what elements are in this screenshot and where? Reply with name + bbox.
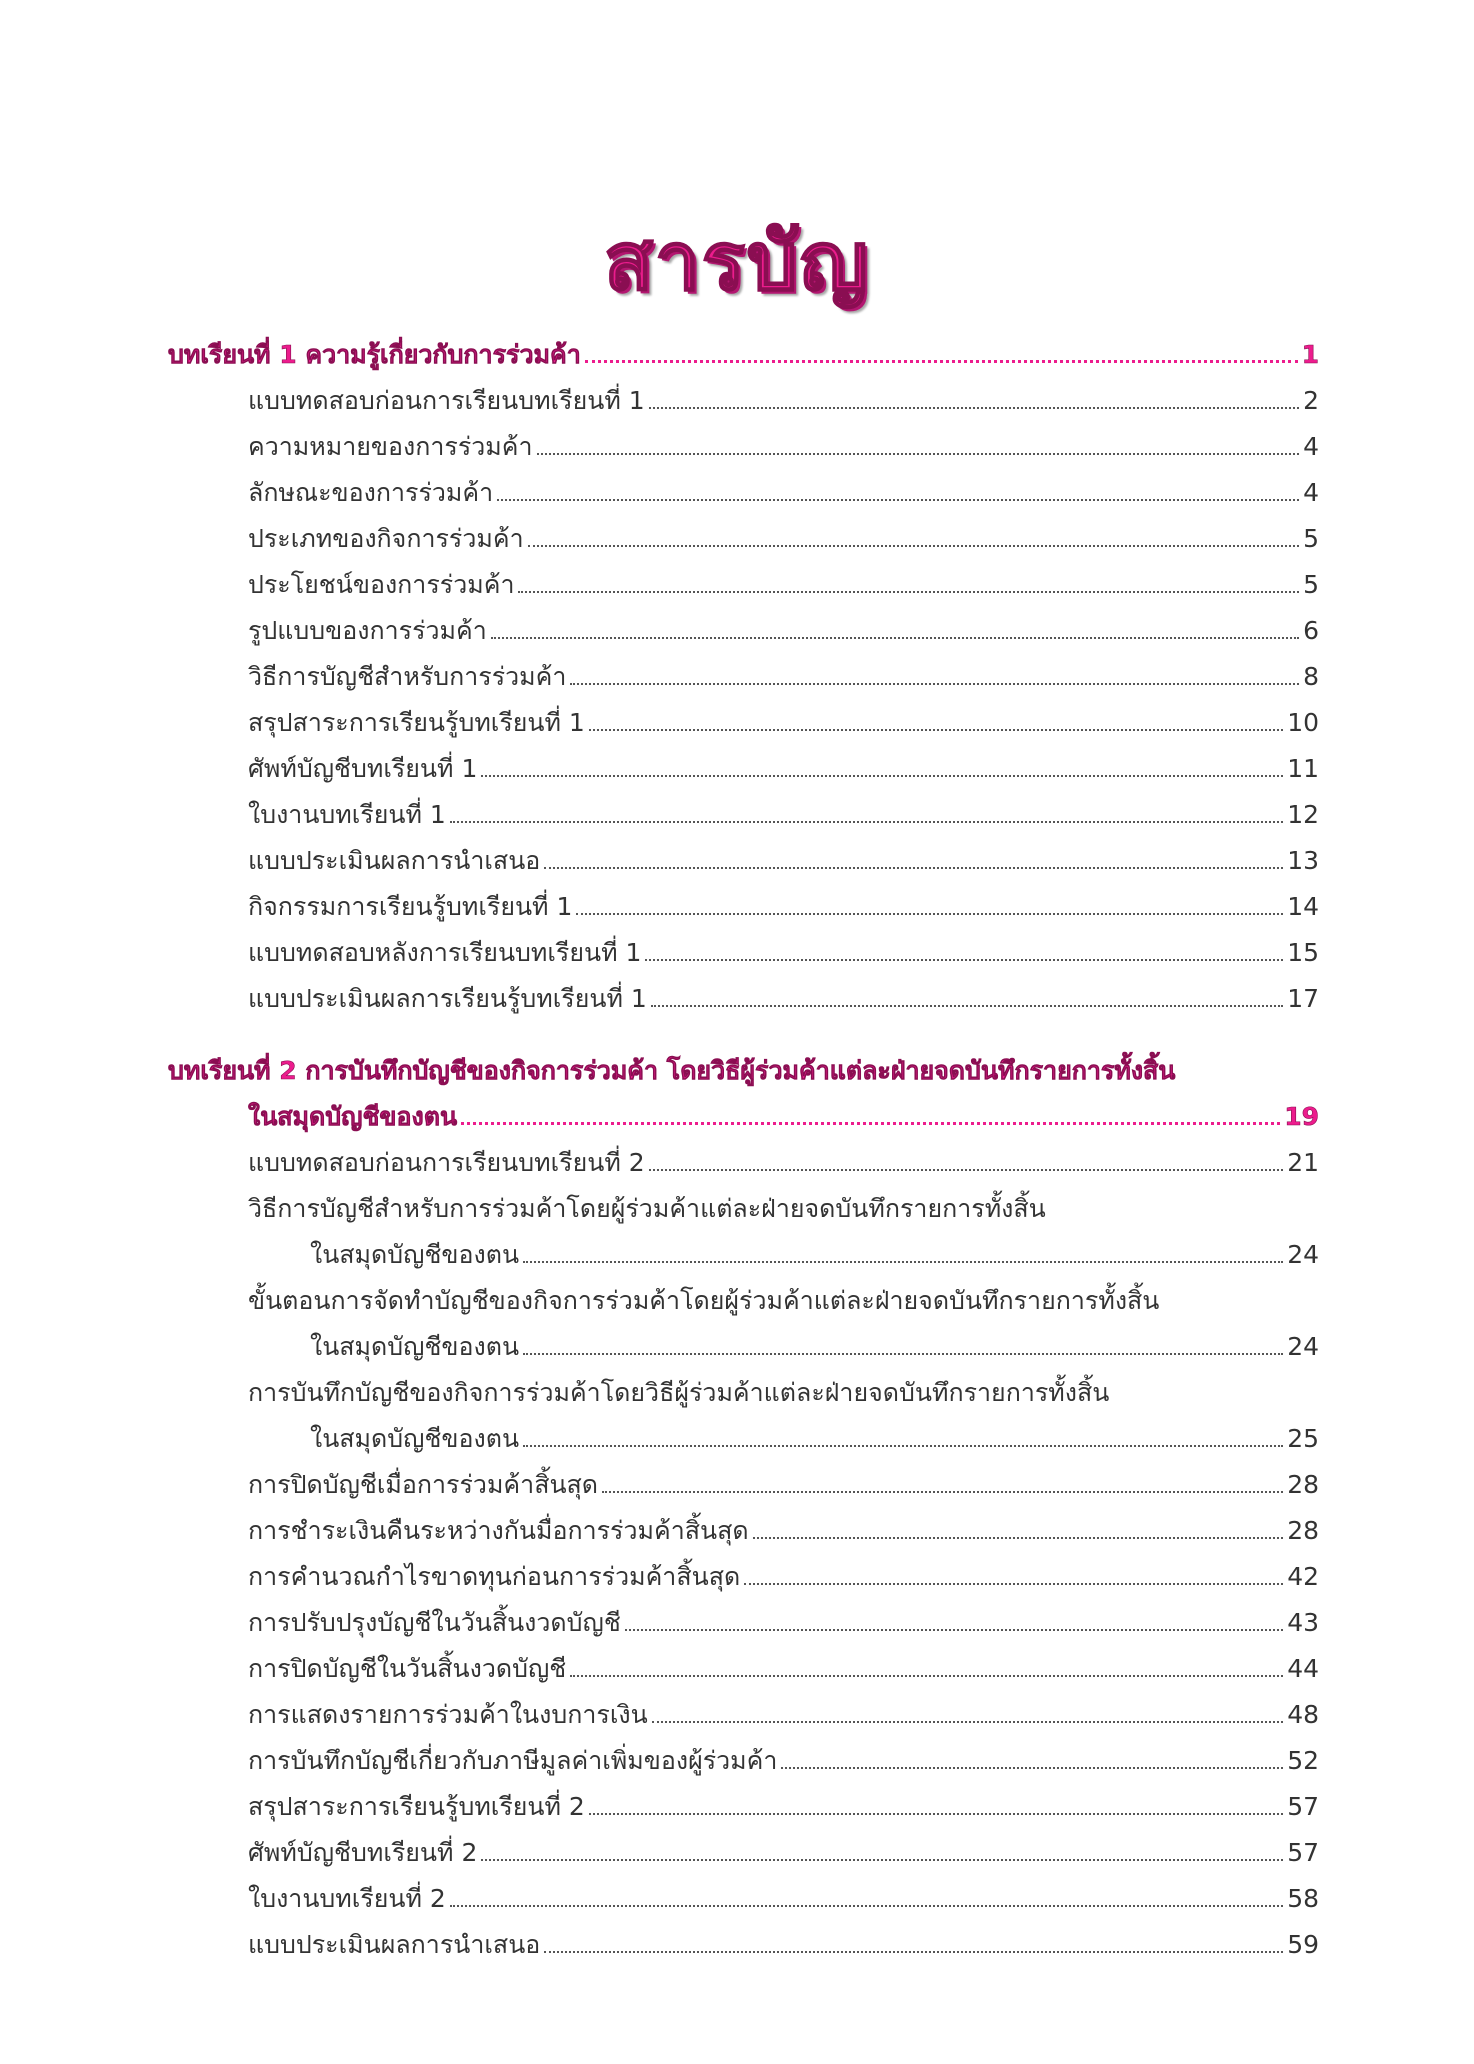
toc-entry-text: แบบทดสอบก่อนการเรียนบทเรียนที่ 2 [248,1148,645,1177]
toc-entry-page: 42 [1287,1562,1319,1591]
toc-entry[interactable] [248,654,1319,694]
toc-entry-page: 21 [1287,1148,1319,1177]
toc-entry-cont[interactable] [310,1232,1319,1272]
toc-entry-page: 2 [1303,386,1319,415]
leader-dots [518,591,1299,593]
toc-entry-page: 8 [1303,662,1319,691]
toc-entry[interactable] [248,1876,1319,1916]
leader-dots [649,1169,1284,1171]
toc-entry-text: ความหมายของการร่วมค้า [248,432,533,461]
leader-dots [602,1491,1283,1493]
toc-entry[interactable] [248,1278,1319,1318]
toc-entry-page: 48 [1287,1700,1319,1729]
leader-dots [523,1261,1283,1263]
chapter-2-heading[interactable] [168,1048,1319,1088]
toc-entry-page: 24 [1287,1332,1319,1361]
toc-entry[interactable] [248,562,1319,602]
toc-entry-page: 43 [1287,1608,1319,1637]
leader-dots [570,683,1299,685]
toc-entry-text: กิจกรรมการเรียนรู้บทเรียนที่ 1 [248,892,573,921]
leader-dots [589,729,1283,731]
toc-entry[interactable] [248,1140,1319,1180]
toc-entry-text: ใบงานบทเรียนที่ 1 [248,800,446,829]
toc-entry-text: การปรับปรุงบัญชีในวันสิ้นงวดบัญชี [248,1608,621,1637]
chapter-1-title: บทเรียนที่ 1 ความรู้เกี่ยวกับการร่วมค้า [168,340,581,369]
leader-dots [651,1005,1283,1007]
toc-entry-page: 17 [1287,984,1319,1013]
toc-entry[interactable] [248,884,1319,924]
toc-entry-page: 59 [1287,1930,1319,1959]
toc-entry-page: 57 [1287,1792,1319,1821]
toc-entry[interactable] [248,976,1319,1016]
toc-entry[interactable] [248,424,1319,464]
leader-dots [523,1445,1283,1447]
toc-entry-page: 58 [1287,1884,1319,1913]
toc-entry-page: 12 [1287,800,1319,829]
toc-entry-page: 25 [1287,1424,1319,1453]
toc-entry-text: การแสดงรายการร่วมค้าในงบการเงิน [248,1700,648,1729]
toc-entry-text: วิธีการบัญชีสำหรับการร่วมค้าโดยผู้ร่วมค้าแต่ละฝ่ายจดบันทึกรายการทั้งสิ้น [248,1194,1046,1223]
toc-entry[interactable] [248,608,1319,648]
toc-entry-text: การคำนวณกำไรขาดทุนก่อนการร่วมค้าสิ้นสุด [248,1562,741,1591]
leader-dots [649,407,1299,409]
leader-dots [744,1583,1283,1585]
toc-entry[interactable] [248,838,1319,878]
leader-dots [523,1353,1283,1355]
toc-entry-text: การปิดบัญชีเมื่อการร่วมค้าสิ้นสุด [248,1470,599,1499]
toc-entry-page: 24 [1287,1240,1319,1269]
toc-entry[interactable] [248,1922,1319,1962]
leader-dots [481,1859,1283,1861]
toc-entry-page: 13 [1287,846,1319,875]
toc-entry-page: 10 [1287,708,1319,737]
toc-entry[interactable] [248,746,1319,786]
toc-entry-text: ใบงานบทเรียนที่ 2 [248,1884,446,1913]
chapter-2-title: บทเรียนที่ 2 การบันทึกบัญชีของกิจการร่วมค้า โดยวิธีผู้ร่วมค้าแต่ละฝ่ายจดบันทึกรายการทั้งสิ้น [168,1056,1176,1085]
toc-entry-page: 11 [1287,754,1319,783]
toc-entry[interactable] [248,1692,1319,1732]
toc-entry[interactable] [248,1600,1319,1640]
chapter-2-title-cont: ในสมุดบัญชีของตน [248,1102,458,1131]
leader-dots [645,959,1283,961]
toc-entry[interactable] [248,378,1319,418]
toc-entry-text-cont: ในสมุดบัญชีของตน [310,1424,520,1453]
leader-dots [497,499,1299,501]
leader-dots [450,1905,1283,1907]
toc-entry-text: ประโยชน์ของการร่วมค้า [248,570,515,599]
leader-dots [585,360,1298,363]
chapter-1-heading[interactable] [168,332,1319,372]
chapter-2-page: 19 [1284,1102,1319,1131]
leader-dots [528,545,1299,547]
toc-entry-page: 15 [1287,938,1319,967]
toc-entry-page: 28 [1287,1516,1319,1545]
leader-dots [491,637,1299,639]
toc-entry-text: แบบประเมินผลการนำเสนอ [248,1930,541,1959]
toc-entry-cont[interactable] [310,1324,1319,1364]
toc-entry-text: การชำระเงินคืนระหว่างกันมื่อการร่วมค้าสิ้นสุด [248,1516,749,1545]
toc-entry-text: ลักษณะของการร่วมค้า [248,478,494,507]
toc-entry-text: แบบทดสอบก่อนการเรียนบทเรียนที่ 1 [248,386,645,415]
leader-dots [781,1767,1283,1769]
leader-dots [544,867,1283,869]
toc-entry[interactable] [248,1554,1319,1594]
leader-dots [576,913,1283,915]
leader-dots [537,453,1300,455]
toc-entry-text: แบบทดสอบหลังการเรียนบทเรียนที่ 1 [248,938,642,967]
toc-entry-page: 44 [1287,1654,1319,1683]
toc-entry[interactable] [248,1462,1319,1502]
toc-entry[interactable] [248,1738,1319,1778]
toc-entry[interactable] [248,1186,1319,1226]
leader-dots [753,1537,1284,1539]
toc-entry-text-cont: ในสมุดบัญชีของตน [310,1240,520,1269]
toc-entry[interactable] [248,1784,1319,1824]
toc-entry[interactable] [248,1370,1319,1410]
leader-dots [481,775,1283,777]
toc-entry[interactable] [248,470,1319,510]
toc-entry-text: ขั้นตอนการจัดทำบัญชีของกิจการร่วมค้าโดยผู้ร่วมค้าแต่ละฝ่ายจดบันทึกรายการทั้งสิ้น [248,1286,1160,1315]
toc-entry-page: 5 [1303,524,1319,553]
chapter-2-heading-cont[interactable] [248,1094,1319,1134]
leader-dots [461,1122,1280,1125]
toc-entry-text: การบันทึกบัญชีเกี่ยวกับภาษีมูลค่าเพิ่มของผู้ร่วมค้า [248,1746,778,1775]
toc-entry-text: ศัพท์บัญชีบทเรียนที่ 2 [248,1838,478,1867]
toc-entry[interactable] [248,1508,1319,1548]
toc-entry-text: การปิดบัญชีในวันสิ้นงวดบัญชี [248,1654,567,1683]
toc-entry-text: แบบประเมินผลการนำเสนอ [248,846,541,875]
toc-entry-text: รูปแบบของการร่วมค้า [248,616,487,645]
chapter-1-page: 1 [1301,340,1319,369]
toc-entry[interactable] [248,1830,1319,1870]
toc-entry-page: 4 [1303,432,1319,461]
leader-dots [450,821,1283,823]
toc-entry-page: 57 [1287,1838,1319,1867]
toc-entry-text: ประเภทของกิจการร่วมค้า [248,524,524,553]
page-title: สารบัญ [604,215,870,308]
leader-dots [544,1951,1283,1953]
toc-entry[interactable] [248,516,1319,556]
toc-entry-text-cont: ในสมุดบัญชีของตน [310,1332,520,1361]
toc-entry-cont[interactable] [310,1416,1319,1456]
toc-entry-text: สรุปสาระการเรียนรู้บทเรียนที่ 1 [248,708,585,737]
toc-entry-text: วิธีการบัญชีสำหรับการร่วมค้า [248,662,567,691]
toc-entry[interactable] [248,700,1319,740]
toc-entry-page: 4 [1303,478,1319,507]
toc-entry[interactable] [248,930,1319,970]
leader-dots [589,1813,1283,1815]
toc-entry-text: แบบประเมินผลการเรียนรู้บทเรียนที่ 1 [248,984,647,1013]
toc-entry-text: สรุปสาระการเรียนรู้บทเรียนที่ 2 [248,1792,585,1821]
leader-dots [625,1629,1283,1631]
toc-entry-page: 6 [1303,616,1319,645]
toc-entry-page: 5 [1303,570,1319,599]
toc-entry[interactable] [248,1646,1319,1686]
toc-entry-page: 14 [1287,892,1319,921]
toc-entry[interactable] [248,792,1319,832]
toc-entry-page: 28 [1287,1470,1319,1499]
leader-dots [652,1721,1284,1723]
toc-entry-text: ศัพท์บัญชีบทเรียนที่ 1 [248,754,478,783]
toc-entry-text: การบันทึกบัญชีของกิจการร่วมค้าโดยวิธีผู้ร่วมค้าแต่ละฝ่ายจดบันทึกรายการทั้งสิ้น [248,1378,1110,1407]
leader-dots [570,1675,1283,1677]
toc-entry-page: 52 [1287,1746,1319,1775]
